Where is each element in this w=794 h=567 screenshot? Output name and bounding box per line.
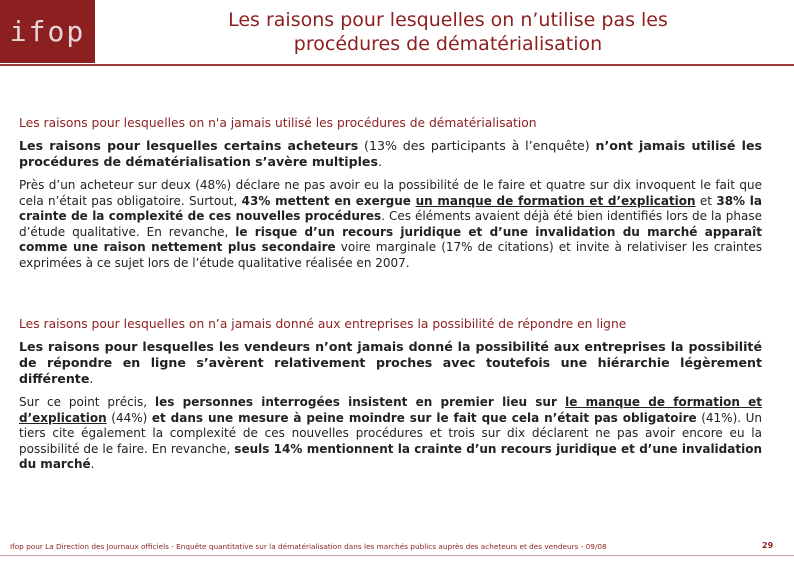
lead2-s2: . <box>89 371 94 386</box>
body1-s3: un manque de formation et d’explication <box>415 193 696 208</box>
body2-s4: (44%) <box>106 410 152 425</box>
header-divider <box>0 64 794 66</box>
body1-s6: . Ces éléments avaient déjà été bien identifiés lors de la phase d’étude qualitative. En revanche, <box>19 209 762 239</box>
body1-s2: 43% mettent en exergue <box>241 193 416 208</box>
lead2-s1: Les raisons pour lesquelles les vendeurs n’ont jamais donné la possibilité aux entreprises la possibilité de répondre en ligne s’avèrent relativement proches avec toutefois une hiérarchie légèrement différente <box>19 339 762 386</box>
logo-text: ifop <box>9 15 86 48</box>
body1-s7: le risque d’un recours juridique et d’une invalidation du marché apparaît comme une raison nettement plus secondaire <box>19 224 762 254</box>
body2-s1: Sur ce point précis, <box>19 395 155 409</box>
body2-s6: (41%). Un tiers cite également la complexité de ces nouvelles procédures et trois sur dix déclarent ne pas avoir encore eu la possibilité de le faire. En revanche, <box>19 410 763 456</box>
lead1-s4: . <box>377 154 382 169</box>
lead1-s1: Les raisons pour lesquelles certains acheteurs <box>19 138 359 153</box>
ifop-logo <box>0 0 95 63</box>
section2-heading: Les raisons pour lesquelles on n’a jamais donné aux entreprises la possibilité de répondre en ligne <box>19 317 627 331</box>
section1-heading: Les raisons pour lesquelles on n'a jamais utilisé les procédures de dématérialisation <box>19 116 537 130</box>
body2-s7: seuls 14% mentionnent la crainte d’un recours juridique et d’une invalidation du marché <box>19 441 762 471</box>
lead1-s2: (13% des participants à l’enquête) <box>358 138 596 153</box>
section2-lead <box>19 339 762 387</box>
footer-text: Ifop pour La Direction des Journaux officiels - Enquête quantitative sur la dématérialisation dans les marchés publics auprès des acheteurs et des vendeurs - 09/08 <box>10 542 607 551</box>
body2-s5: et dans une mesure à peine moindre sur le fait que cela n’était pas obligatoire <box>151 410 697 425</box>
body1-s4: et <box>695 193 717 208</box>
lead1-s3: n’ont jamais utilisé les procédures de dématérialisation s’avère multiples <box>19 138 762 169</box>
body1-s8: voire marginale (17% de citations) et invite à relativiser les craintes exprimées à ce sujet lors de l’étude qualitative réalisée en 2007. <box>19 240 762 270</box>
title-line-2: procédures de dématérialisation <box>293 33 603 55</box>
section1-lead <box>19 138 762 170</box>
title-line-1: Les raisons pour lesquelles on n’utilise pas les <box>228 9 668 31</box>
section2-body <box>19 395 762 473</box>
body1-s5: 38% la crainte de la complexité de ces nouvelles procédures <box>19 193 762 223</box>
page-number: 29 <box>762 541 774 550</box>
footer-divider <box>0 555 794 556</box>
body2-s3: le manque de formation et d’explication <box>19 395 763 425</box>
body1-s1: Près d’un acheteur sur deux (48%) déclare ne pas avoir eu la possibilité de le faire et quatre sur dix invoquent le fait que cela n’était pas obligatoire. Surtout, <box>19 178 762 208</box>
page-title <box>110 8 786 56</box>
body2-s2: les personnes interrogées insistent en premier lieu sur <box>154 395 566 409</box>
body2-s8: . <box>90 457 95 471</box>
section1-body <box>19 178 762 271</box>
